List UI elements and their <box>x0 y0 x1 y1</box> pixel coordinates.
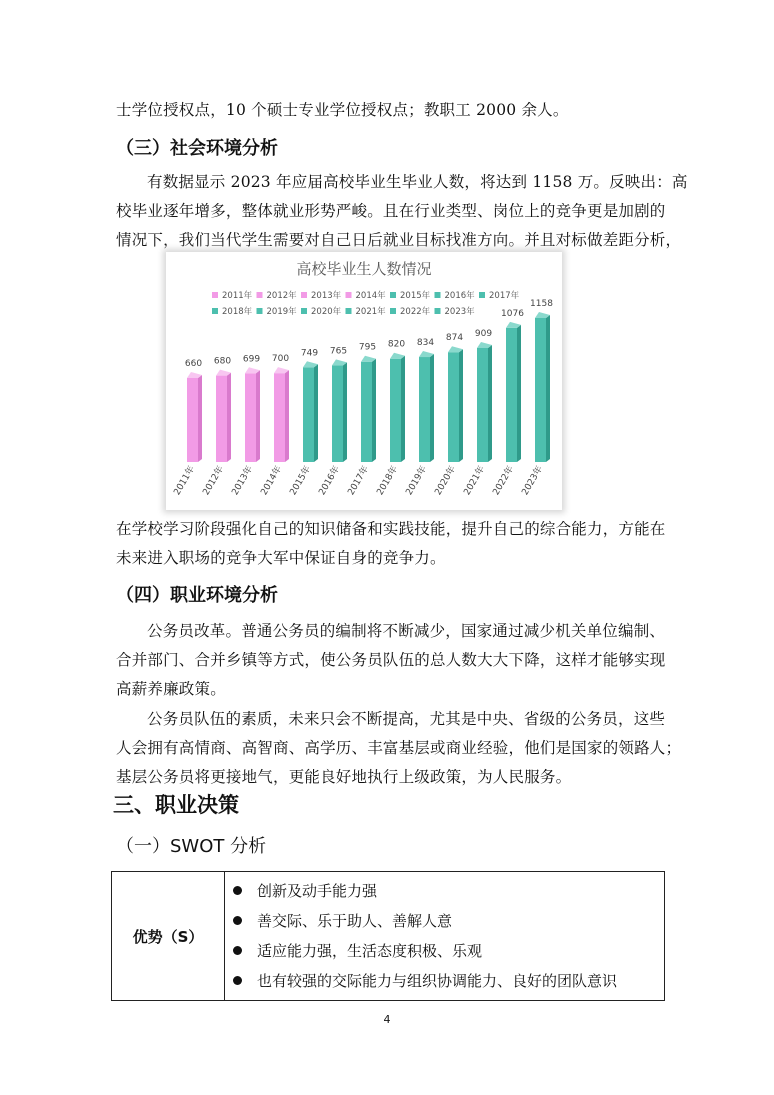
category-label: 2014年 <box>259 464 285 498</box>
chapter-title-career-decision: 三、职业决策 <box>113 793 239 817</box>
list-item <box>233 876 664 906</box>
paragraph-line: 在学校学习阶段强化自己的知识储备和实践技能，提升自己的综合能力，方能在 <box>116 520 666 538</box>
bar-side <box>285 370 289 462</box>
legend-label: 2011年 <box>222 291 253 301</box>
bullet-icon <box>233 946 242 955</box>
category-label: 2019年 <box>404 464 430 498</box>
bar-value-label: 1158 <box>530 299 553 309</box>
bullet-icon <box>233 886 242 895</box>
bar-value-label: 795 <box>358 342 377 353</box>
category-label: 2012年 <box>201 464 227 498</box>
bar-value-label: 834 <box>416 338 435 349</box>
section-title-swot: （一）SWOT 分析 <box>116 836 267 857</box>
bar-side <box>401 356 405 462</box>
bar <box>506 328 517 462</box>
category-label: 2020年 <box>433 464 459 498</box>
bar-side <box>343 362 347 462</box>
category-label: 2021年 <box>462 464 488 498</box>
graduates-chart <box>166 252 562 510</box>
legend-swatch <box>301 308 307 314</box>
chart-bars <box>171 299 553 497</box>
bar-value-label: 874 <box>445 333 464 344</box>
bar <box>274 373 285 462</box>
section-title-social-environment: （三）社会环境分析 <box>116 138 278 159</box>
list-item <box>233 966 664 996</box>
category-label: 2023年 <box>520 464 546 498</box>
swot-table <box>111 871 665 1001</box>
legend-swatch <box>212 308 218 314</box>
legend-swatch <box>301 292 307 298</box>
list-item <box>233 936 664 966</box>
legend-label: 2020年 <box>311 307 342 317</box>
bar-side <box>198 375 202 462</box>
legend-swatch <box>257 308 263 314</box>
category-label: 2013年 <box>230 464 256 498</box>
paragraph-line: 公务员改革。普通公务员的编制将不断减少，国家通过减少机关单位编制、 <box>147 622 666 640</box>
legend-label: 2023年 <box>444 307 475 317</box>
paragraph-line: 合并部门、合并乡镇等方式，使公务员队伍的总人数大大下降，这样才能够实现 <box>116 651 666 669</box>
legend-label: 2021年 <box>355 307 386 317</box>
bar-value-label: 680 <box>213 356 232 367</box>
bar <box>187 378 198 462</box>
paragraph-line: 人会拥有高情商、高智商、高学历、丰富基层或商业经验，他们是国家的领路人； <box>116 739 682 757</box>
paragraph-line: 基层公务员将更接地气，更能良好地执行上级政策，为人民服务。 <box>116 768 572 786</box>
list-item-text: 也有较强的交际能力与组织协调能力、良好的团队意识 <box>257 972 618 990</box>
legend-label: 2015年 <box>400 291 431 301</box>
bar-side <box>314 364 318 462</box>
paragraph-line: 未来进入职场的竞争大军中保证自身的竞争力。 <box>116 549 446 567</box>
bar-side <box>459 349 463 462</box>
bar <box>361 362 372 462</box>
bar <box>332 365 343 462</box>
bullet-icon <box>233 976 242 985</box>
chart-svg <box>166 252 562 510</box>
bar <box>448 352 459 462</box>
legend-label: 2019年 <box>266 307 297 317</box>
list-item-text: 创新及动手能力强 <box>257 882 378 900</box>
paragraph-line: 有数据显示 2023 年应届高校毕业生毕业人数，将达到 1158 万。反映出：高 <box>147 173 688 191</box>
page-number: 4 <box>383 1013 391 1026</box>
bar-value-label: 699 <box>242 354 261 365</box>
bar <box>419 357 430 462</box>
legend-swatch <box>435 308 441 314</box>
legend-label: 2018年 <box>222 307 253 317</box>
list-item-text: 善交际、乐于助人、善解人意 <box>257 912 453 930</box>
category-label: 2017年 <box>346 464 372 498</box>
bar <box>245 373 256 462</box>
bar <box>390 359 401 462</box>
bar-side <box>256 370 260 462</box>
category-label: 2015年 <box>288 464 314 498</box>
legend-swatch <box>390 308 396 314</box>
legend-label: 2014年 <box>355 291 386 301</box>
bar-side <box>372 359 376 462</box>
legend-swatch <box>346 308 352 314</box>
bar-value-label: 765 <box>329 346 348 357</box>
swot-row-strengths <box>112 872 665 1001</box>
paragraph-line: 情况下，我们当代学生需要对自己日后就业目标找准方向。并且对标做差距分析， <box>116 231 682 249</box>
bar-side <box>546 315 550 462</box>
legend-swatch <box>257 292 263 298</box>
bar-value-label: 700 <box>271 354 290 365</box>
legend-label: 2017年 <box>489 291 520 301</box>
paragraph-line: 高薪养廉政策。 <box>116 680 226 698</box>
paragraph-line: 士学位授权点，10 个硕士专业学位授权点；教职工 2000 余人。 <box>116 101 569 119</box>
category-label: 2018年 <box>375 464 401 498</box>
legend-label: 2022年 <box>400 307 431 317</box>
legend-swatch <box>390 292 396 298</box>
bar-side <box>517 325 521 462</box>
list-item <box>233 906 664 936</box>
legend-label: 2016年 <box>444 291 475 301</box>
chart-legend <box>212 290 520 317</box>
section-title-career-environment: （四）职业环境分析 <box>116 585 278 606</box>
bar <box>535 318 546 462</box>
legend-swatch <box>435 292 441 298</box>
list-item-text: 适应能力强，生活态度积极、乐观 <box>257 942 483 960</box>
bar-value-label: 909 <box>474 329 493 339</box>
bar-side <box>227 373 231 462</box>
category-label: 2011年 <box>172 464 198 498</box>
legend-swatch <box>212 292 218 298</box>
swot-items-strengths <box>225 872 665 1001</box>
bullet-icon <box>233 916 242 925</box>
category-label: 2016年 <box>317 464 343 498</box>
legend-label: 2013年 <box>311 291 342 301</box>
bar <box>303 367 314 462</box>
bar-value-label: 749 <box>300 348 319 359</box>
bar-value-label: 660 <box>184 359 203 369</box>
bar <box>477 348 488 462</box>
chart-title: 高校毕业生人数情况 <box>296 260 432 278</box>
legend-swatch <box>479 292 485 298</box>
legend-swatch <box>346 292 352 298</box>
bar-value-label: 820 <box>387 339 406 350</box>
legend-label: 2012年 <box>266 291 297 301</box>
paragraph-line: 公务员队伍的素质，未来只会不断提高，尤其是中央、省级的公务员，这些 <box>147 710 666 728</box>
paragraph-line: 校毕业逐年增多，整体就业形势严峻。且在行业类型、岗位上的竞争更是加剧的 <box>116 202 666 220</box>
swot-label-strengths: 优势（S） <box>112 872 225 1001</box>
category-label: 2022年 <box>491 464 517 498</box>
bar-value-label: 1076 <box>501 308 524 319</box>
bar-side <box>430 354 434 462</box>
bar-side <box>488 345 492 462</box>
bar <box>216 376 227 462</box>
